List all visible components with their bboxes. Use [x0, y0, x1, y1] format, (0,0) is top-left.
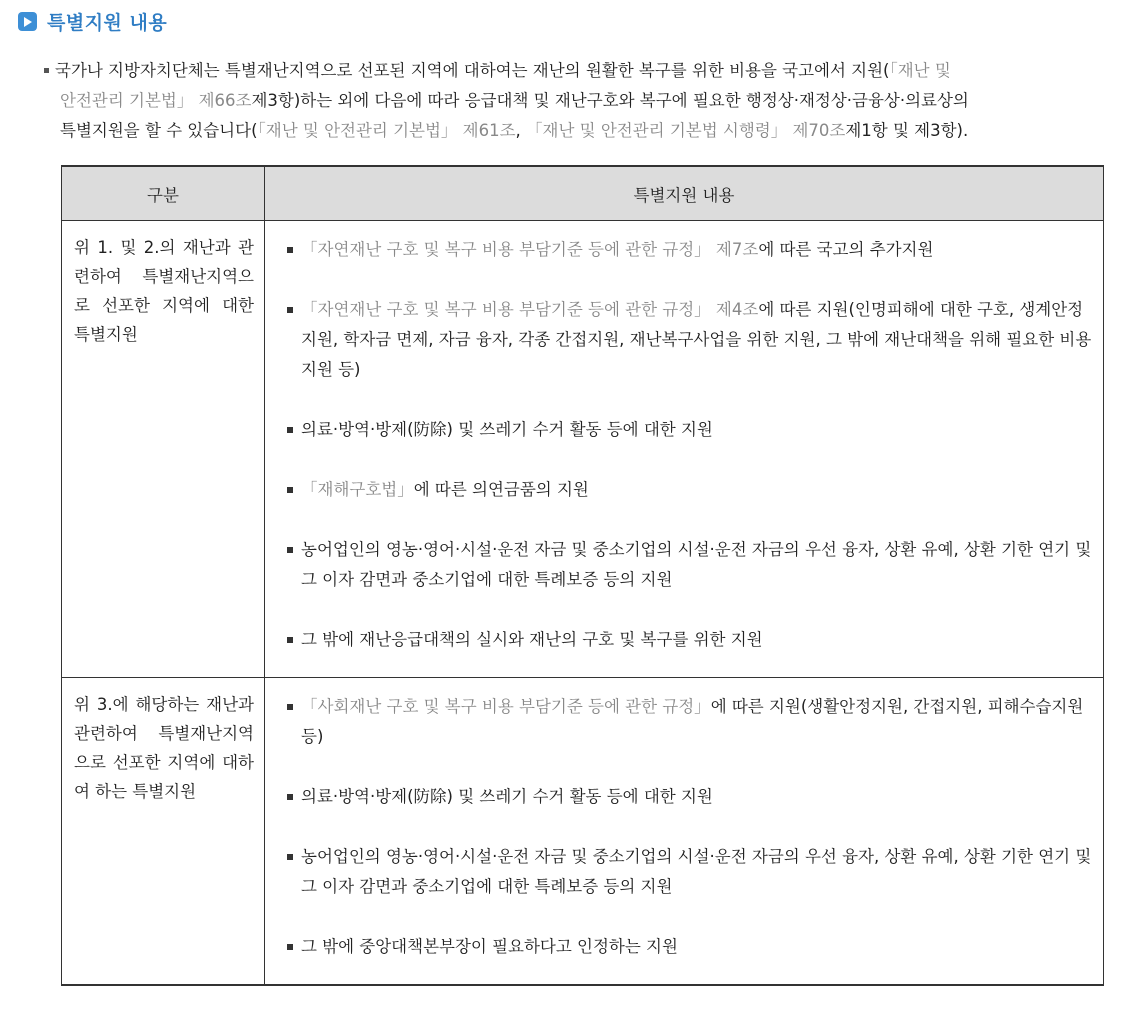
play-arrow-icon	[18, 12, 37, 31]
content-cell	[265, 678, 1104, 986]
list-item	[285, 535, 1093, 595]
law-reference-link[interactable]: 「자연재난 구호 및 복구 비용 부담기준 등에 관한 규정」 제4조	[301, 300, 759, 319]
section-heading	[18, 8, 167, 35]
list-item-body	[301, 295, 1093, 385]
list-item-text: 그 밖에 재난응급대책의 실시와 재난의 구호 및 복구를 위한 지원	[301, 630, 763, 649]
intro-text-2: 제3항)하는 외에 다음에 따라 응급대책 및 재난구호와 복구에 필요한 행정상·재정상·금융상·의료상의	[251, 91, 969, 110]
list-item	[285, 782, 1093, 812]
list-item-text: 의료·방역·방제(防除) 및 쓰레기 수거 활동 등에 대한 지원	[301, 420, 713, 439]
intro-text-3: 특별지원을 할 수 있습니다(	[60, 121, 258, 140]
list-item	[285, 475, 1093, 505]
square-bullet-icon	[287, 427, 293, 433]
list-item-body	[301, 782, 1093, 812]
list-item-text: 농어업인의 영농·영어·시설·운전 자금 및 중소기업의 시설·운전 자금의 우선 융자, 상환 유예, 상환 기한 연기 및 그 이자 감면과 중소기업에 대한 특례보증 등의 지원	[301, 540, 1092, 589]
header-category: 구분	[62, 166, 265, 221]
list-item-text: 그 밖에 중앙대책본부장이 필요하다고 인정하는 지원	[301, 937, 678, 956]
list-item-text: 에 따른 지원(생활안정지원, 간접지원, 피해수습지원 등)	[301, 697, 1084, 746]
content-cell	[265, 221, 1104, 678]
header-content: 특별지원 내용	[265, 166, 1104, 221]
intro-continuation	[44, 86, 1112, 146]
law-reference-link[interactable]: 「재해구호법」	[301, 480, 414, 499]
list-item-text: 에 따른 의연금품의 지원	[413, 480, 589, 499]
list-item	[285, 295, 1093, 385]
list-item	[285, 235, 1093, 265]
table-row	[62, 678, 1104, 986]
section-title: 특별지원 내용	[47, 12, 168, 34]
list-item	[285, 415, 1093, 445]
square-bullet-icon	[287, 854, 293, 860]
table-header-row	[62, 166, 1104, 221]
list-item-body	[301, 625, 1093, 655]
support-table	[61, 165, 1104, 986]
bullet-icon	[44, 68, 49, 73]
list-item-body	[301, 692, 1093, 752]
intro-text-5: 제1항 및 제3항).	[845, 121, 969, 140]
list-item-body	[301, 842, 1093, 902]
square-bullet-icon	[287, 637, 293, 643]
square-bullet-icon	[287, 487, 293, 493]
square-bullet-icon	[287, 247, 293, 253]
list-item-text: 에 따른 국고의 추가지원	[758, 240, 934, 259]
square-bullet-icon	[287, 794, 293, 800]
table-row	[62, 221, 1104, 678]
list-item	[285, 625, 1093, 655]
list-item	[285, 692, 1093, 752]
law-reference-link[interactable]: 「사회재난 구호 및 복구 비용 부담기준 등에 관한 규정」	[301, 697, 711, 716]
law-reference-link[interactable]: 「재난 및 안전관리 기본법」 제61조	[257, 121, 516, 140]
law-reference-link[interactable]: 「재난 및 안전관리 기본법 시행령」 제70조	[526, 121, 846, 140]
list-item-text: 농어업인의 영농·영어·시설·운전 자금 및 중소기업의 시설·운전 자금의 우선 융자, 상환 유예, 상환 기한 연기 및 그 이자 감면과 중소기업에 대한 특례보증 등의 지원	[301, 847, 1092, 896]
intro-text-1: 국가나 지방자치단체는 특별재난지역으로 선포된 지역에 대하여는 재난의 원활한 복구를 위한 비용을 국고에서 지원(	[55, 61, 890, 80]
category-cell: 위 1. 및 2.의 재난과 관련하여 특별재난지역으로 선포한 지역에 대한 특별지원	[62, 221, 265, 678]
square-bullet-icon	[287, 944, 293, 950]
list-item-text: 의료·방역·방제(防除) 및 쓰레기 수거 활동 등에 대한 지원	[301, 787, 713, 806]
law-reference-link[interactable]: 「재난 및	[889, 61, 951, 80]
list-item-body	[301, 235, 1093, 265]
list-item-text: 에 따른 지원(인명피해에 대한 구호, 생계안정 지원, 학자금 면제, 자금 융자, 각종 간접지원, 재난복구사업을 위한 지원, 그 밖에 재난대책을 위해 필요한 비용 지원 등)	[301, 300, 1092, 379]
list-item-body	[301, 535, 1093, 595]
list-item	[285, 932, 1093, 962]
square-bullet-icon	[287, 704, 293, 710]
intro-paragraph	[44, 56, 1112, 146]
law-reference-link[interactable]: 「자연재난 구호 및 복구 비용 부담기준 등에 관한 규정」 제7조	[301, 240, 759, 259]
list-item-body	[301, 415, 1093, 445]
intro-text-4: ,	[515, 121, 527, 140]
list-item	[285, 842, 1093, 902]
law-reference-link[interactable]: 안전관리 기본법」 제66조	[60, 91, 252, 110]
category-cell: 위 3.에 해당하는 재난과 관련하여 특별재난지역으로 선포한 지역에 대하여 하는 특별지원	[62, 678, 265, 986]
square-bullet-icon	[287, 547, 293, 553]
list-item-body	[301, 475, 1093, 505]
list-item-body	[301, 932, 1093, 962]
square-bullet-icon	[287, 307, 293, 313]
